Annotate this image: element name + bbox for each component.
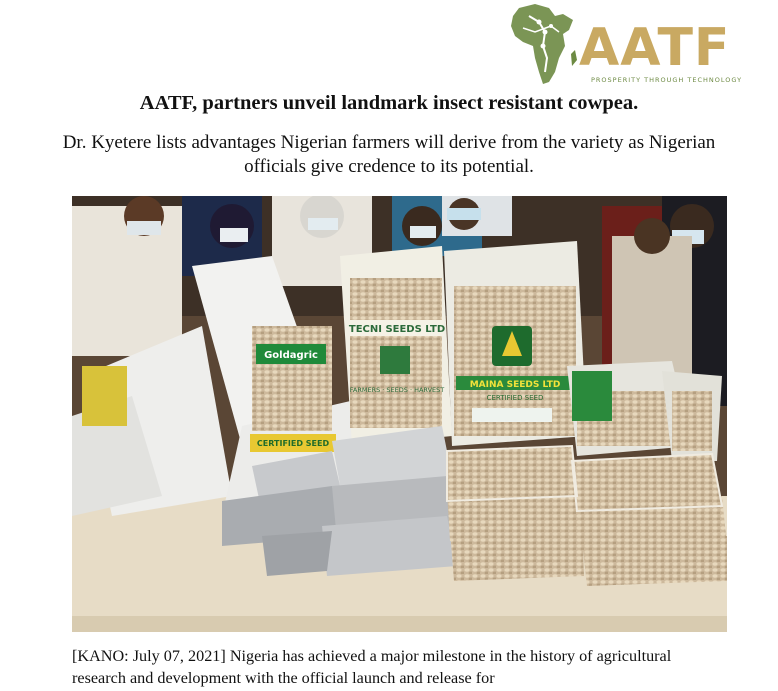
article-headline: AATF, partners unveil landmark insect resistant cowpea.: [139, 92, 639, 114]
tecni-seeds-bag: [340, 246, 452, 446]
maina-seeds-label: MAINA SEEDS LTD: [469, 380, 561, 390]
logo-tagline: PROSPERITY THROUGH TECHNOLOGY: [591, 76, 743, 84]
goldagric-label: Goldagric: [264, 350, 318, 361]
aatf-logo: [505, 2, 743, 88]
article-subheadline: Dr. Kyetere lists advantages Nigerian farmers will derive from the variety as Nigerian officials give credence to its potential.: [62, 132, 716, 177]
maina-certified-label: CERTIFIED SEED: [486, 394, 544, 402]
article-body: [KANO: July 07, 2021] Nigeria has achieved a major milestone in the history of agricultural research and development with the official launch and release for: [72, 647, 672, 687]
clear-bean-bags: [447, 446, 727, 586]
maina-seeds-bag: [444, 241, 587, 446]
logo-wordmark: AATF: [579, 18, 731, 78]
right-seed-packs: [567, 361, 722, 461]
tecni-slogan: FARMERS · SEEDS · HARVEST: [349, 386, 445, 394]
article-photo: [72, 196, 727, 632]
certified-seed-label: CERTIFIED SEED: [256, 439, 330, 448]
tecni-seeds-label: TECNI SEEDS LTD: [348, 324, 446, 335]
africa-map-icon: [505, 2, 585, 88]
